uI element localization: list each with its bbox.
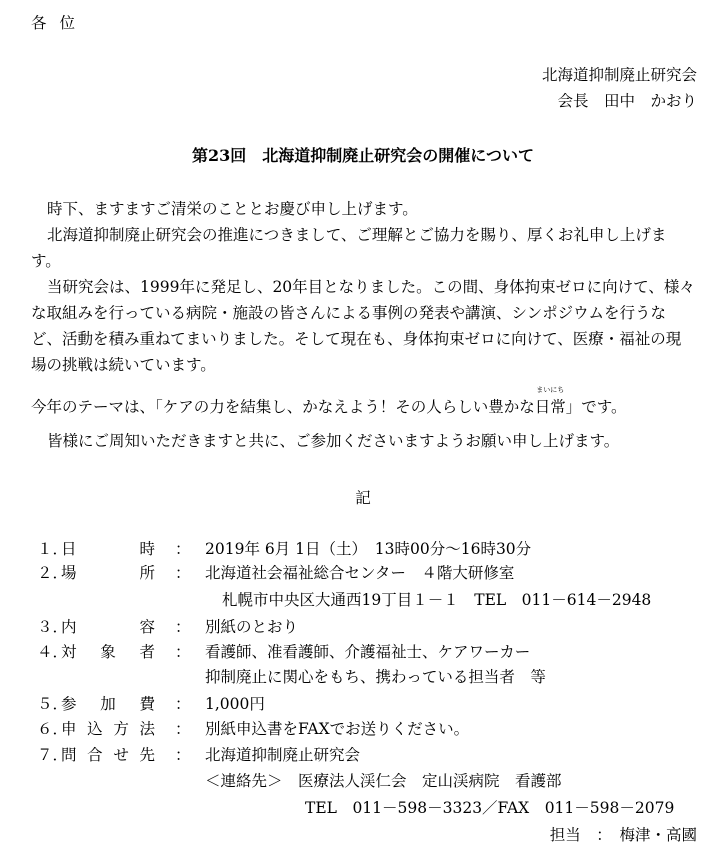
detail-colon: ： [175, 643, 191, 661]
greeting-paragraph: 時下、ますますご清栄のこととお慶び申し上げます。 [47, 200, 418, 218]
addressee: 各位 [31, 14, 89, 32]
detail-value-target: 看護師、准看護師、介護福祉士、ケアワーカー [205, 643, 531, 661]
detail-label-inquiry: 問合せ先 [61, 746, 155, 764]
detail-value-fee: 1,000円 [205, 695, 265, 713]
detail-label-fee: 参 加 費 [61, 695, 155, 713]
theme-suffix: 」です。 [565, 398, 627, 416]
detail-label-venue: 場 所 [61, 564, 155, 582]
detail-number: ２． [37, 564, 69, 582]
theme-ruby [534, 386, 566, 418]
detail-value-target-2: 抑制廃止に関心をもち、携わっている担当者 等 [205, 668, 546, 686]
detail-value-content: 別紙のとおり [205, 618, 299, 636]
sender-representative: 会長 田中 かおり [557, 92, 697, 110]
contact-line-2: TEL 011－598－3323／FAX 011－598－2079 [305, 799, 675, 817]
contact-line-1: ＜連絡先＞ 医療法人渓仁会 定山渓病院 看護部 [205, 772, 562, 790]
theme-ruby-base: 日常 [534, 398, 566, 416]
detail-number: ６． [37, 720, 69, 738]
detail-label-application: 申込方法 [61, 720, 155, 738]
detail-number: １． [37, 540, 69, 558]
document-title: 第23回 北海道抑制廃止研究会の開催について [192, 146, 534, 165]
sender-organization: 北海道抑制廃止研究会 [541, 66, 697, 84]
detail-value-venue: 北海道社会福祉総合センター ４階大研修室 [205, 564, 515, 582]
detail-colon: ： [175, 720, 191, 738]
detail-value-venue-address: 札幌市中央区大通西19丁目１－１ TEL 011－614－2948 [222, 591, 652, 609]
detail-colon: ： [175, 695, 191, 713]
history-paragraph: 当研究会は、1999年に発足し、20年目となりました。この間、身体拘束ゼロに向けて、様々な取組みを行っている病院・施設の皆さんによる事例の発表や講演、シンポジウムを行うなど、活動を積み重ねてまいりました。そして現在も、身体拘束ゼロに向けて、医療・福祉の現場の挑戦は続いています。 [31, 278, 695, 374]
thanks-paragraph: 北海道抑制廃止研究会の推進につきまして、ご理解とご協力を賜り、厚くお礼申し上げます。 [31, 226, 667, 270]
detail-value-inquiry: 北海道抑制廃止研究会 [205, 746, 361, 764]
detail-value-application: 別紙申込書をFAXでお送りください。 [205, 720, 470, 738]
theme-prefix: 今年のテーマは、「ケアの力を結集し、かなえよう！その人らしい豊かな [31, 398, 535, 416]
detail-number: ４． [37, 643, 69, 661]
ki-heading: 記 [355, 489, 371, 507]
detail-colon: ： [175, 540, 191, 558]
detail-value-datetime: 2019年 6月 1日（土） 13時00分～16時30分 [205, 540, 532, 558]
theme-line [31, 386, 627, 418]
detail-number: ７． [37, 746, 69, 764]
detail-label-content: 内 容 [61, 618, 155, 636]
detail-label-target: 対 象 者 [61, 643, 155, 661]
detail-number: ５． [37, 695, 69, 713]
detail-colon: ： [175, 618, 191, 636]
contact-line-3: 担当 ： 梅津・高國 [549, 826, 697, 844]
detail-number: ３． [37, 618, 69, 636]
theme-ruby-text: まいにち [536, 386, 565, 394]
detail-label-datetime: 日 時 [61, 540, 155, 558]
detail-colon: ： [175, 564, 191, 582]
detail-colon: ： [175, 746, 191, 764]
request-paragraph: 皆様にご周知いただきますと共に、ご参加くださいますようお願い申し上げます。 [47, 432, 620, 450]
